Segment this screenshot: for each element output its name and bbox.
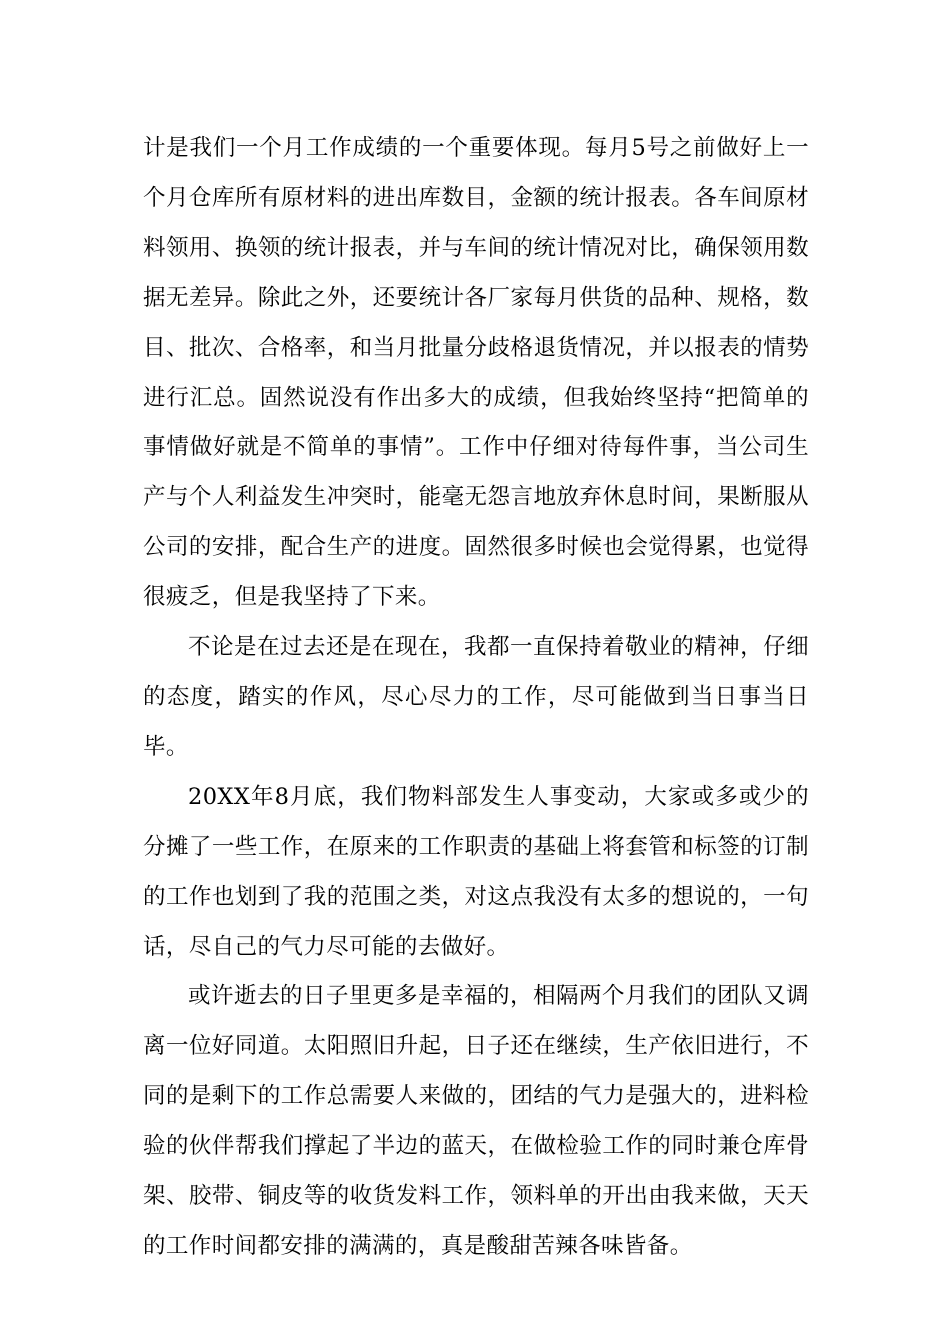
- paragraph-4: 或许逝去的日子里更多是幸福的，相隔两个月我们的团队又调离一位好同道。太阳照旧升起，日子还在继续，生产依旧进行，不同的是剩下的工作总需要人来做的，团结的气力是强大的，进料检验的伙伴帮我们撑起了半边的蓝天，在做检验工作的同时兼仓库骨架、胶带、铜皮等的收货发料工作，领料单的开出由我来做，天天的工作时间都安排的满满的，真是酸甜苦辣各味皆备。: [143, 983, 809, 1259]
- paragraph-1: 计是我们一个月工作成绩的一个重要体现。每月5号之前做好上一个月仓库所有原材料的进出库数目，金额的统计报表。各车间原材料领用、换领的统计报表，并与车间的统计情况对比，确保领用数据无差异。除此之外，还要统计各厂家每月供货的品种、规格，数目、批次、合格率，和当月批量分歧格退货情况，并以报表的情势进行汇总。固然说没有作出多大的成绩，但我始终坚持“把简单的事情做好就是不简单的事情”。工作中仔细对待每件事，当公司生产与个人利益发生冲突时，能毫无怨言地放弃休息时间，果断服从公司的安排，配合生产的进度。固然很多时候也会觉得累，也觉得很疲乏，但是我坚持了下来。: [143, 135, 809, 611]
- paragraph-2: 不论是在过去还是在现在，我都一直保持着敬业的精神，仔细的态度，踏实的作风，尽心尽力的工作，尽可能做到当日事当日毕。: [143, 634, 809, 760]
- paragraph-3: 20XX年8月底，我们物料部发生人事变动，大家或多或少的分摊了一些工作，在原来的工作职责的基础上将套管和标签的订制的工作也划到了我的范围之类，对这点我没有太多的想说的，一句话，尽自己的气力尽可能的去做好。: [143, 783, 809, 960]
- body-text: [143, 124, 809, 1272]
